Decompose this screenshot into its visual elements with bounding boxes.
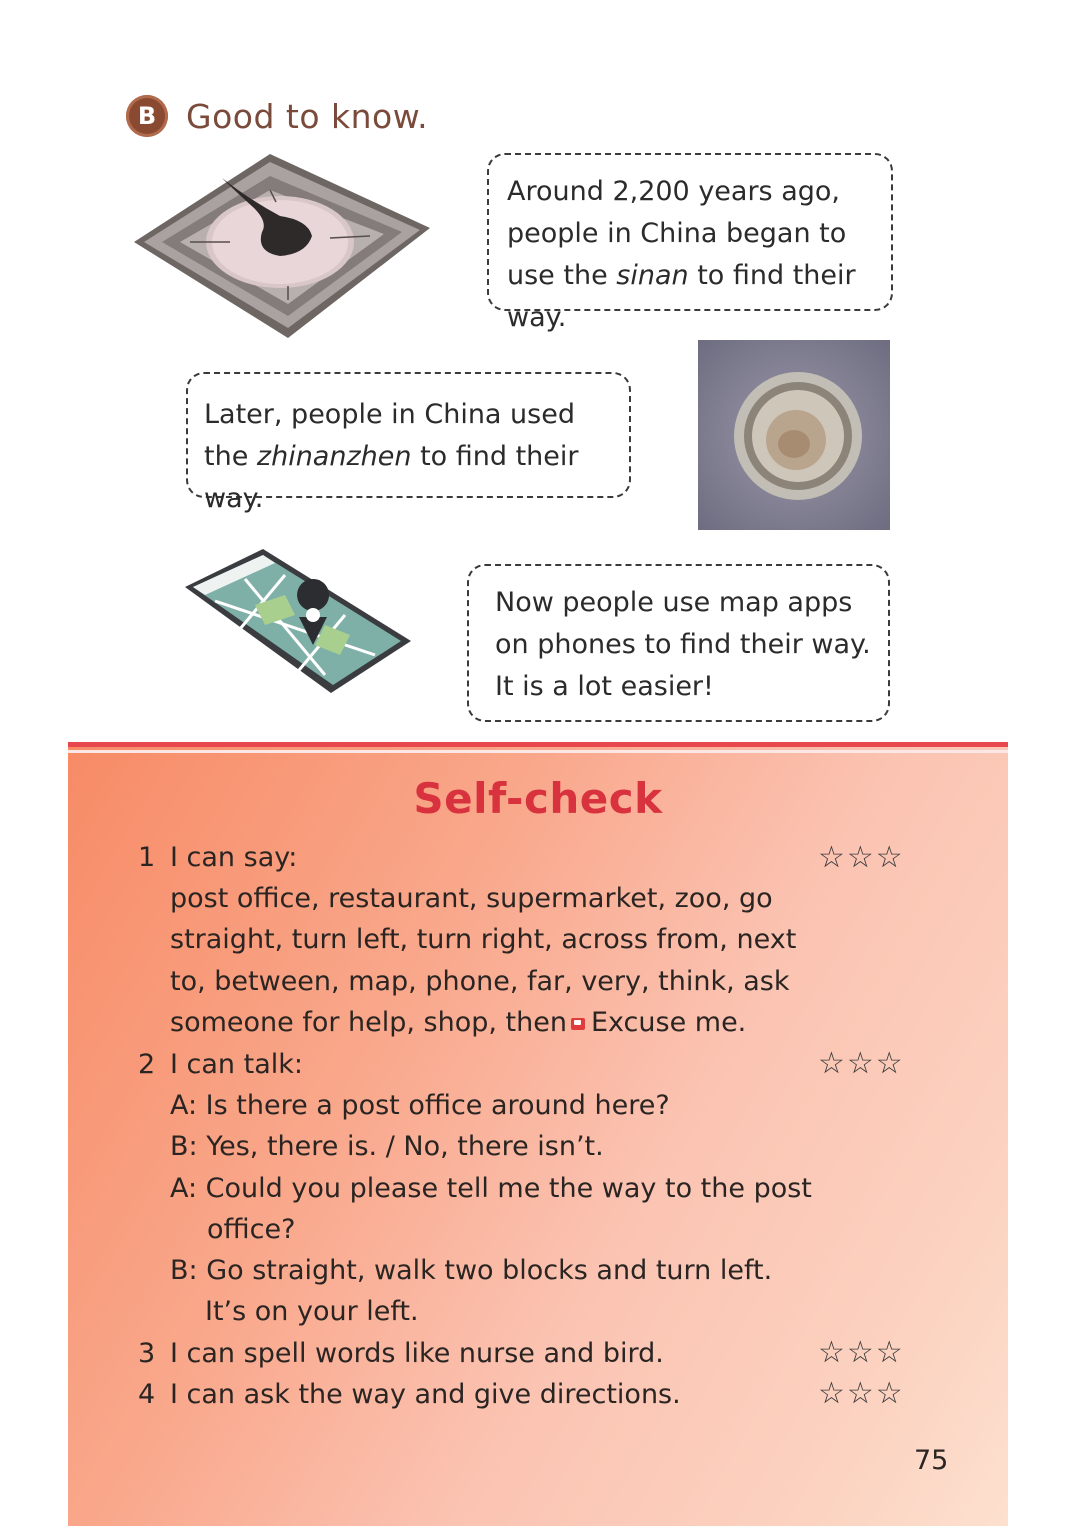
item-number: 4	[138, 1379, 156, 1410]
vocab-text: Excuse me.	[590, 1007, 747, 1038]
item-heading: I can say:	[170, 842, 298, 873]
item-heading: I can spell words like nurse and bird.	[170, 1338, 664, 1369]
dialogue-line: B: Go straight, walk two blocks and turn left.	[170, 1255, 773, 1286]
vocab-line: to, between, map, phone, far, very, think, ask	[170, 966, 790, 997]
sinan-image	[130, 150, 435, 342]
callout-map-apps-text: Now people use map apps on phones to find their way. It is a lot easier!	[495, 587, 871, 702]
callout-sinan-term: sinan	[616, 260, 689, 291]
dialogue-line: office?	[207, 1214, 296, 1245]
rating-stars-icon[interactable]: ☆☆☆	[818, 840, 905, 875]
phone-image	[175, 545, 415, 695]
section-title: Good to know.	[186, 96, 429, 136]
item-number: 2	[138, 1049, 156, 1080]
callout-zhinanzhen-term: zhinanzhen	[256, 441, 412, 472]
dialogue-line: B: Yes, there is. / No, there isn’t.	[170, 1131, 604, 1162]
rating-stars-icon[interactable]: ☆☆☆	[818, 1376, 905, 1411]
item-heading: I can ask the way and give directions.	[170, 1379, 681, 1410]
zhinanzhen-image	[698, 340, 890, 530]
item-number: 1	[138, 842, 156, 873]
callout-sinan-text: Around 2,200 years ago, people in China began to use the	[507, 176, 847, 291]
self-check-title: Self-check	[413, 774, 663, 823]
callout-sinan-text-end: to find their way.	[507, 260, 856, 333]
dialogue-line: A: Is there a post office around here?	[170, 1090, 670, 1121]
rating-stars-icon[interactable]: ☆☆☆	[818, 1335, 905, 1370]
callout-zhinanzhen-text: Later, people in China used the	[204, 399, 575, 472]
callout-map-apps	[467, 564, 890, 722]
item-number: 3	[138, 1338, 156, 1369]
callout-zhinanzhen	[186, 372, 631, 514]
dialogue-line: A: Could you please tell me the way to the post	[170, 1173, 812, 1204]
section-badge: B	[126, 95, 168, 137]
section-b-header	[126, 92, 428, 140]
page-number: 75	[914, 1445, 949, 1476]
speech-bubble-icon	[571, 1018, 585, 1030]
vocab-line: straight, turn left, turn right, across from, next	[170, 924, 797, 955]
callout-sinan	[487, 153, 893, 333]
vocab-line-last	[170, 1007, 746, 1038]
callout-zhinanzhen-text-end: to find their way.	[204, 441, 579, 514]
vocab-text: someone for help, shop, then	[170, 1007, 567, 1038]
vocab-line: post office, restaurant, supermarket, zoo, go	[170, 883, 773, 914]
item-heading: I can talk:	[170, 1049, 303, 1080]
panel-top-border	[68, 742, 1008, 747]
panel-top-border-light	[68, 750, 1008, 753]
dialogue-line: It’s on your left.	[205, 1296, 419, 1327]
rating-stars-icon[interactable]: ☆☆☆	[818, 1046, 905, 1081]
